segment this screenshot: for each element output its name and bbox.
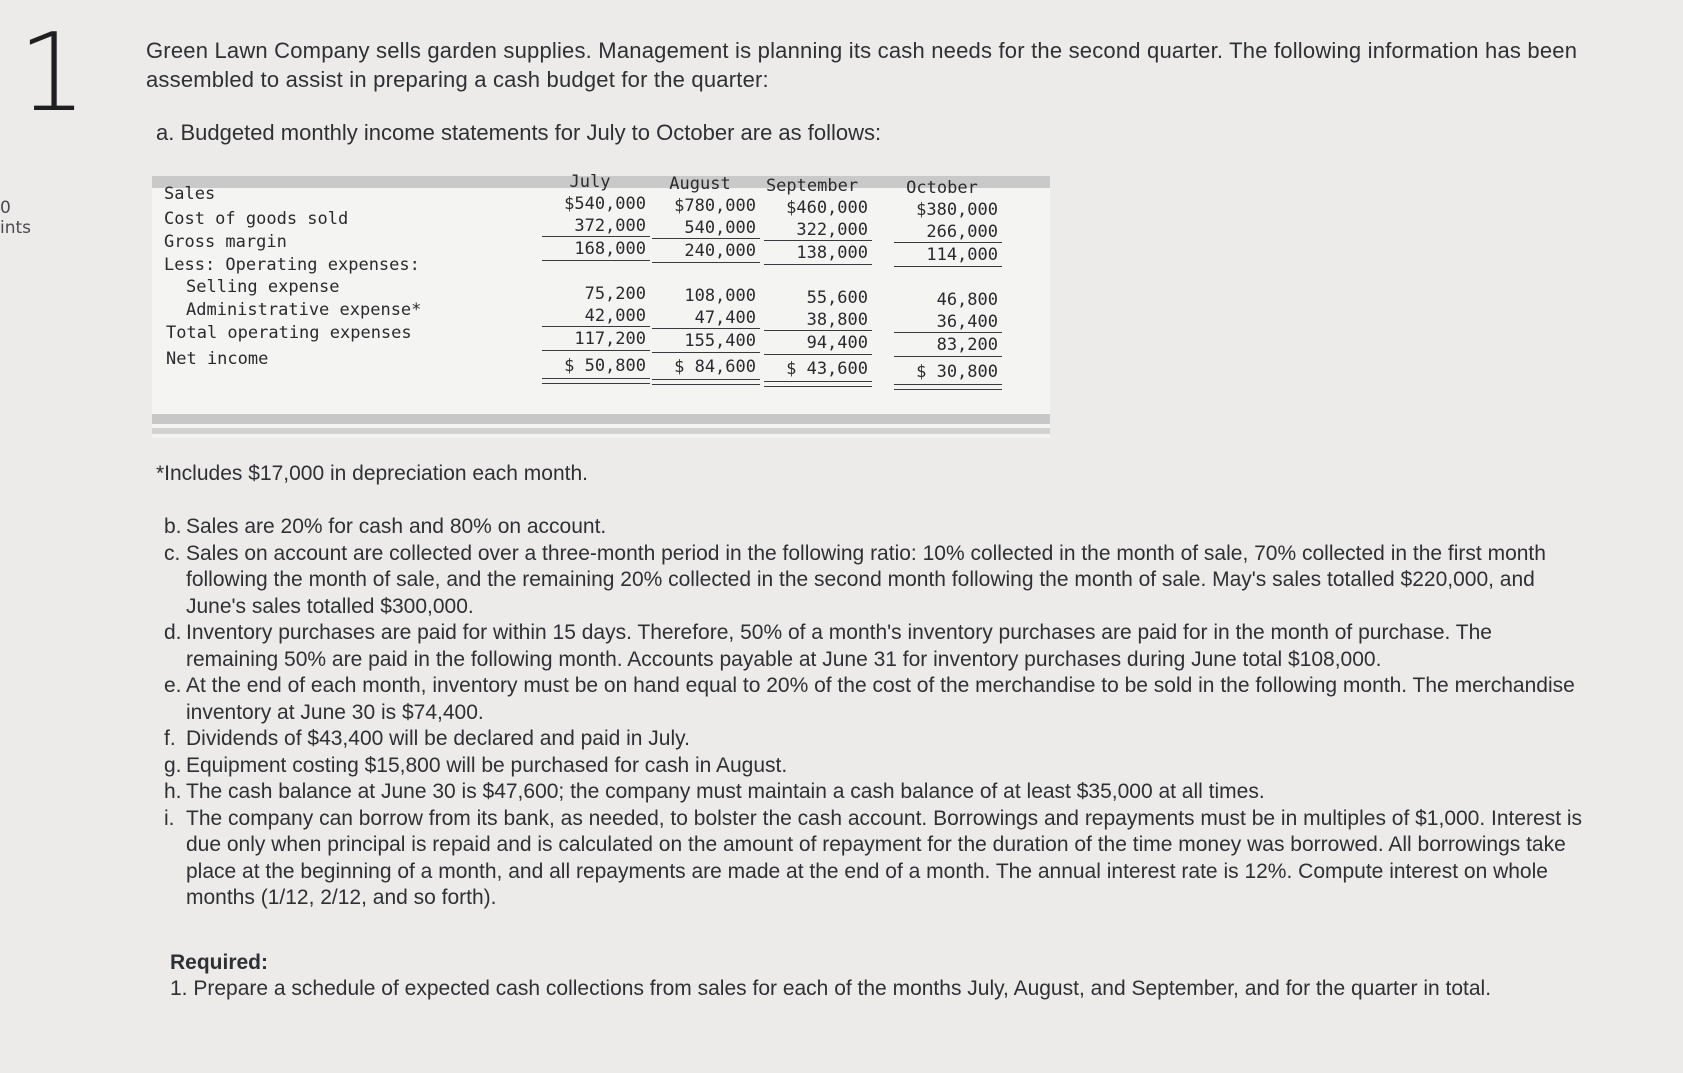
cell-gross-margin: 114,000: [926, 245, 998, 265]
points-label: [0, 198, 32, 238]
table-footer-band: [152, 414, 1050, 424]
item-marker: f.: [164, 727, 176, 750]
item-text: The cash balance at June 30 is $47,600; the company must maintain a cash balance of at least $35,000 at all times.: [186, 780, 1265, 803]
cell-gross-margin: 240,000: [684, 241, 756, 261]
depreciation-footnote: *Includes $17,000 in depreciation each month.: [156, 462, 588, 485]
cell-gross-margin: 138,000: [796, 243, 868, 263]
list-item: [164, 753, 1584, 780]
points-text: ints: [0, 218, 32, 238]
list-item: [164, 806, 1584, 912]
cell-selling-expense: 55,600: [806, 288, 868, 308]
list-item: [164, 779, 1584, 806]
cell-cogs: 322,000: [796, 220, 868, 240]
item-text: Dividends of $43,400 will be declared and paid in July.: [186, 727, 690, 750]
cell-selling-expense: 46,800: [936, 290, 998, 310]
column-september: [756, 176, 868, 406]
cell-sales: $460,000: [786, 198, 868, 218]
item-marker: g.: [164, 753, 182, 777]
table-footer-band-2: [152, 428, 1050, 434]
cell-total-operating-expenses: 155,400: [684, 331, 756, 351]
list-item: [164, 726, 1584, 753]
cell-cogs: 372,000: [574, 216, 646, 236]
cell-selling-expense: 108,000: [684, 286, 756, 306]
list-item: [164, 541, 1584, 621]
question-number: 1: [18, 11, 87, 136]
cell-cogs: 266,000: [926, 222, 998, 242]
income-statement-table: [152, 172, 1050, 438]
cell-sales: $780,000: [674, 196, 756, 216]
cell-admin-expense: 47,400: [694, 308, 756, 328]
cell-admin-expense: 38,800: [806, 310, 868, 330]
column-august: [644, 176, 756, 406]
row-label-total-operating-expenses: Total operating expenses: [166, 323, 412, 343]
required-item-1: 1. Prepare a schedule of expected cash collections from sales for each of the months July, August, and September, and for the quarter in total.: [170, 977, 1492, 1000]
item-text: Equipment costing $15,800 will be purchased for cash in August.: [186, 753, 788, 777]
row-label-gross-margin: Gross margin: [164, 232, 287, 252]
cell-total-operating-expenses: 117,200: [574, 329, 646, 349]
item-text: Sales on account are collected over a three-month period in the following ratio: 10% collected in the month of sale, 70% collected in the first month following the month of sale, and the remaining 20% collected in the second month following the month of sale. May's sales totalled $220,000, and June's sales totalled $300,000.: [186, 541, 1546, 618]
item-marker: i.: [164, 806, 175, 830]
assumptions-list: [164, 514, 1584, 912]
column-october: [886, 176, 998, 406]
cell-net-income: $ 50,800: [564, 356, 646, 376]
cell-total-operating-expenses: 83,200: [936, 335, 998, 355]
row-label-cogs: Cost of goods sold: [164, 209, 349, 229]
item-marker: c.: [164, 541, 181, 565]
list-item: [164, 620, 1584, 673]
cell-admin-expense: 36,400: [936, 312, 998, 332]
problem-intro: Green Lawn Company sells garden supplies. Management is planning its cash needs for the second quarter. The following information has been assembled to assist in preparing a cash budget for the quarter:: [146, 38, 1578, 92]
list-item: [164, 514, 1584, 541]
required-title: Required:: [170, 951, 269, 974]
cell-cogs: 540,000: [684, 218, 756, 238]
row-label-net-income: Net income: [166, 349, 269, 369]
cell-selling-expense: 75,200: [584, 284, 646, 304]
item-text: Inventory purchases are paid for within 15 days. Therefore, 50% of a month's inventory purchases are paid for in the month of purchase. The remaining 50% are paid in the following month. Accounts payable at June 31 for inventory purchases during June total $108,000.: [186, 621, 1492, 671]
list-item: [164, 673, 1584, 726]
cell-gross-margin: 168,000: [574, 239, 646, 259]
item-a-text: a. Budgeted monthly income statements for July to October are as follows:: [156, 120, 882, 145]
cell-total-operating-expenses: 94,400: [806, 333, 868, 353]
cell-net-income: $ 43,600: [786, 359, 868, 379]
item-marker: d.: [164, 621, 182, 644]
column-header: October: [906, 178, 978, 198]
column-july: [534, 172, 646, 406]
row-label-selling-expense: Selling expense: [186, 277, 340, 297]
item-text: Sales are 20% for cash and 80% on account.: [186, 515, 607, 538]
column-header: August: [669, 174, 731, 194]
points-value: 0: [0, 198, 11, 218]
cell-admin-expense: 42,000: [584, 306, 646, 326]
row-label-operating-expenses: Less: Operating expenses:: [164, 255, 420, 275]
item-text: At the end of each month, inventory must be on hand equal to 20% of the cost of the merchandise to be sold in the following month. The merchandise inventory at June 30 is $74,400.: [186, 674, 1575, 724]
item-marker: e.: [164, 674, 182, 697]
cell-sales: $380,000: [916, 200, 998, 220]
cell-sales: $540,000: [564, 194, 646, 214]
cell-net-income: $ 84,600: [674, 357, 756, 377]
cell-net-income: $ 30,800: [916, 362, 998, 382]
required-section: [170, 950, 1550, 1002]
row-label-admin-expense: Administrative expense*: [186, 300, 422, 320]
column-header: July: [569, 172, 611, 192]
item-text: The company can borrow from its bank, as needed, to bolster the cash account. Borrowings and repayments must be in multiples of $1,000. Interest is due only when principal is repaid and is calculated on the amount of repayment for the duration of the time money was borrowed. All borrowings take place at the beginning of a month, and all repayments are made at the end of a month. The annual interest rate is 12%. Compute interest on whole months (1/12, 2/12, and so forth).: [186, 806, 1583, 909]
row-label-sales: Sales: [164, 184, 216, 204]
column-header: September: [765, 176, 859, 196]
item-marker: h.: [164, 780, 182, 803]
item-marker: b.: [164, 515, 182, 538]
